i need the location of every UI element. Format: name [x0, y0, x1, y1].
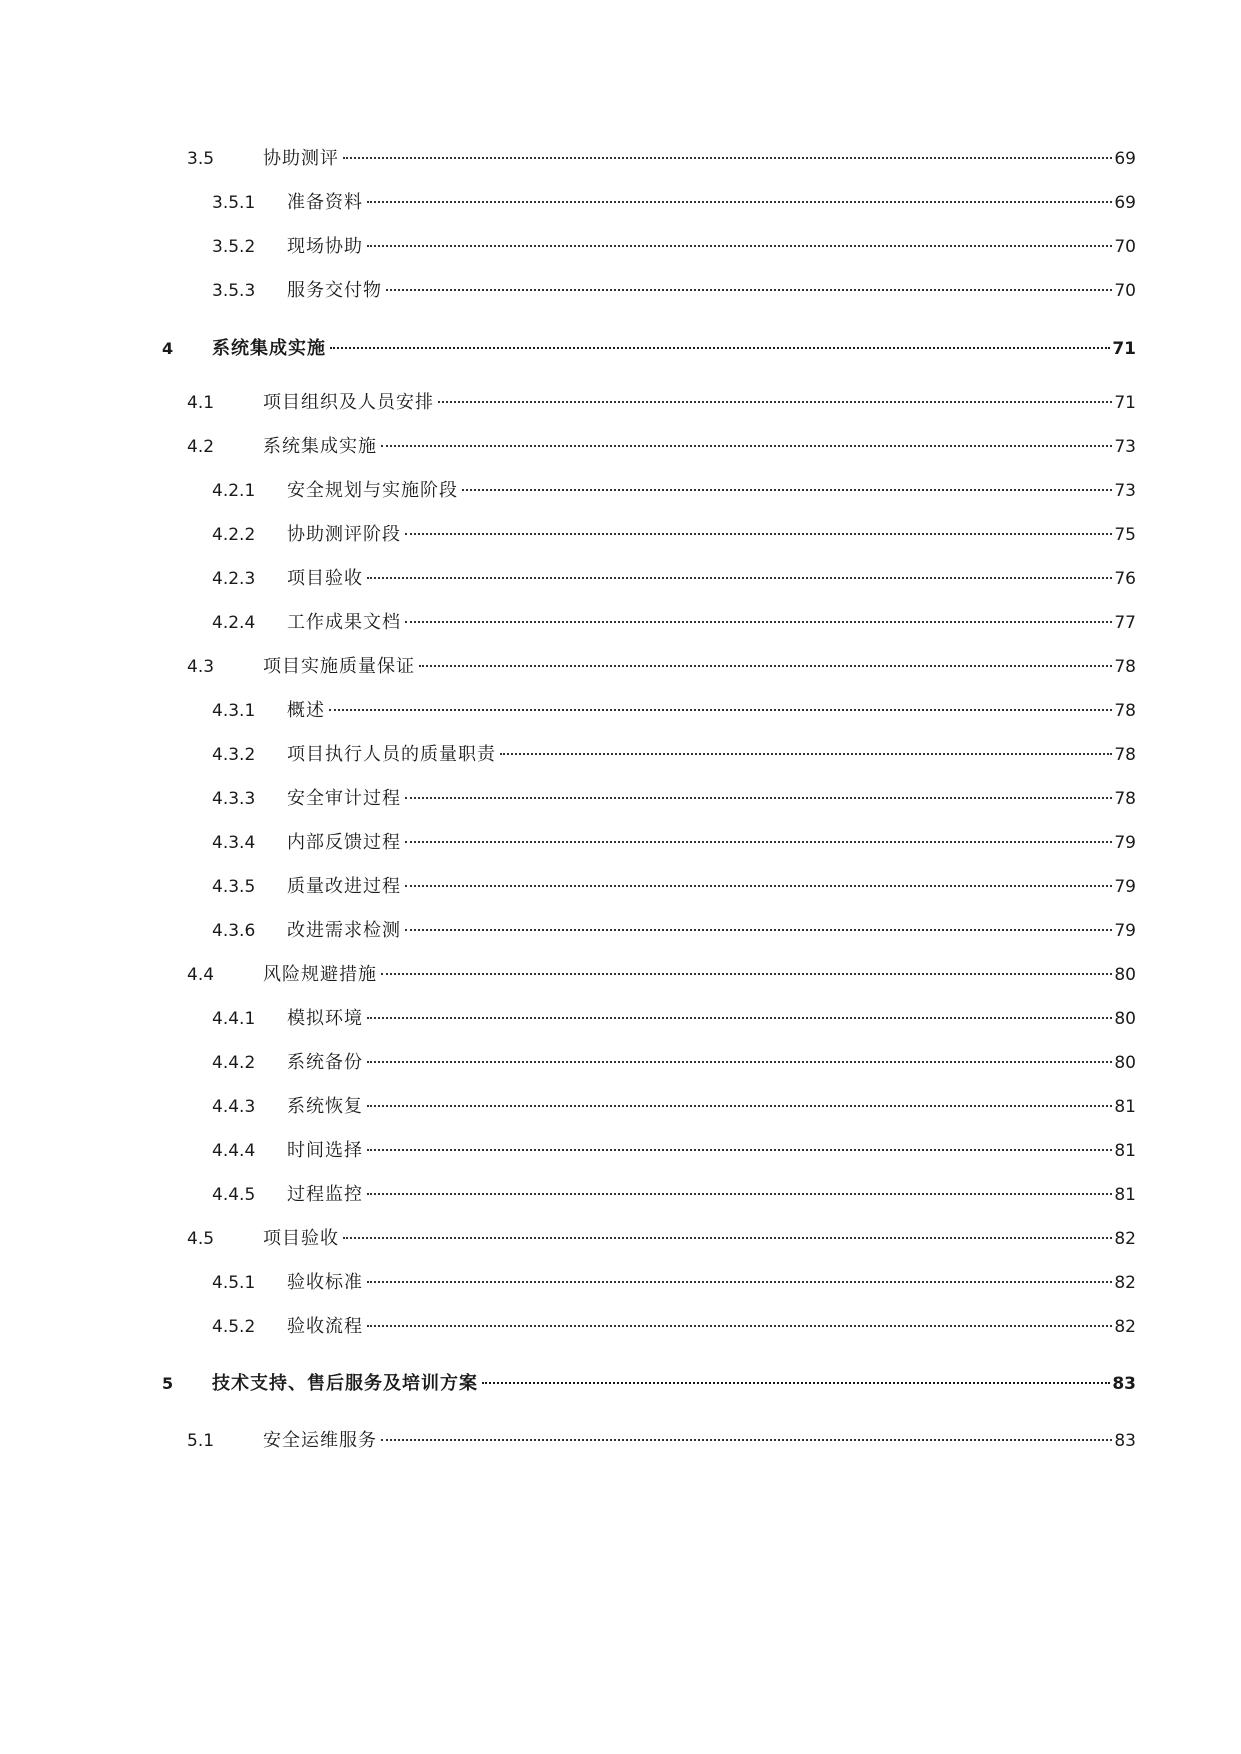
- toc-entry-line: [287, 872, 1136, 902]
- toc-entry-line: [287, 1180, 1136, 1210]
- toc-entry-line: [287, 520, 1136, 550]
- dot-leader: [500, 753, 1112, 755]
- toc-entry-title: 项目实施质量保证: [263, 656, 415, 677]
- toc-entry[interactable]: [0, 872, 1241, 902]
- dot-leader: [482, 1382, 1110, 1384]
- dot-leader: [367, 1017, 1112, 1019]
- toc-entry[interactable]: [0, 1136, 1241, 1166]
- dot-leader: [367, 1105, 1112, 1107]
- toc-entry-number: 4.5: [187, 1229, 215, 1249]
- toc-entry-title: 改进需求检测: [287, 920, 401, 941]
- toc-entry-title: 技术支持、售后服务及培训方案: [212, 1373, 478, 1394]
- toc-entry-line: [287, 1136, 1136, 1166]
- dot-leader: [381, 445, 1112, 447]
- toc-entry-number: 4.4.5: [212, 1185, 256, 1205]
- toc-entry-page-number: 78: [1114, 701, 1136, 721]
- dot-leader: [330, 347, 1110, 349]
- toc-entry-line: [287, 1312, 1136, 1342]
- toc-entry-title: 系统集成实施: [212, 338, 326, 359]
- toc-entry-line: [287, 828, 1136, 858]
- toc-entry[interactable]: [0, 188, 1241, 218]
- toc-entry-line: [287, 696, 1136, 726]
- toc-entry-page-number: 73: [1114, 437, 1136, 457]
- toc-entry-page-number: 80: [1114, 1053, 1136, 1073]
- toc-entry[interactable]: [0, 1369, 1241, 1399]
- dot-leader: [367, 1061, 1112, 1063]
- toc-entry-number: 4.2.3: [212, 569, 256, 589]
- toc-entry-title: 系统恢复: [287, 1096, 363, 1117]
- toc-entry-page-number: 71: [1112, 339, 1136, 359]
- toc-entry[interactable]: [0, 1048, 1241, 1078]
- dot-leader: [381, 1439, 1112, 1441]
- toc-entry-line: [287, 1004, 1136, 1034]
- toc-entry-line: [263, 1426, 1136, 1456]
- toc-entry-line: [263, 960, 1136, 990]
- dot-leader: [405, 929, 1112, 931]
- toc-entry-title: 系统集成实施: [263, 436, 377, 457]
- toc-entry-line: [287, 188, 1136, 218]
- toc-entry-title: 时间选择: [287, 1140, 363, 1161]
- toc-entry-number: 4.2: [187, 437, 215, 457]
- toc-entry-title: 模拟环境: [287, 1008, 363, 1029]
- toc-entry[interactable]: [0, 1426, 1241, 1456]
- toc-entry-line: [287, 740, 1136, 770]
- dot-leader: [343, 1237, 1112, 1239]
- toc-entry[interactable]: [0, 232, 1241, 262]
- toc-entry[interactable]: [0, 520, 1241, 550]
- toc-entry-line: [287, 1048, 1136, 1078]
- toc-entry-page-number: 81: [1114, 1141, 1136, 1161]
- toc-entry-page-number: 78: [1114, 657, 1136, 677]
- dot-leader: [367, 245, 1112, 247]
- toc-entry-title: 安全审计过程: [287, 788, 401, 809]
- toc-entry[interactable]: [0, 696, 1241, 726]
- toc-entry-title: 验收标准: [287, 1272, 363, 1293]
- toc-entry-page-number: 70: [1114, 237, 1136, 257]
- dot-leader: [419, 665, 1112, 667]
- toc-entry-line: [287, 608, 1136, 638]
- toc-entry[interactable]: [0, 740, 1241, 770]
- toc-entry-title: 协助测评阶段: [287, 524, 401, 545]
- toc-entry-title: 项目组织及人员安排: [263, 392, 434, 413]
- toc-entry-page-number: 76: [1114, 569, 1136, 589]
- toc-entry-number: 4.1: [187, 393, 215, 413]
- toc-entry-page-number: 77: [1114, 613, 1136, 633]
- dot-leader: [367, 1149, 1112, 1151]
- toc-entry-number: 5.1: [187, 1431, 215, 1451]
- toc-entry-number: 4.4: [187, 965, 215, 985]
- toc-entry-title: 风险规避措施: [263, 964, 377, 985]
- dot-leader: [367, 577, 1112, 579]
- toc-entry-number: 5: [162, 1374, 174, 1393]
- toc-entry-number: 4.2.4: [212, 613, 256, 633]
- toc-entry[interactable]: [0, 432, 1241, 462]
- toc-entry-number: 3.5.3: [212, 281, 256, 301]
- toc-entry-page-number: 80: [1114, 1009, 1136, 1029]
- toc-entry[interactable]: [0, 960, 1241, 990]
- dot-leader: [405, 885, 1112, 887]
- toc-entry-number: 3.5.2: [212, 237, 256, 257]
- toc-entry-page-number: 82: [1114, 1317, 1136, 1337]
- toc-entry-line: [287, 476, 1136, 506]
- dot-leader: [438, 401, 1112, 403]
- toc-entry-title: 现场协助: [287, 236, 363, 257]
- toc-entry-page-number: 79: [1114, 833, 1136, 853]
- toc-entry-line: [287, 232, 1136, 262]
- toc-entry-line: [287, 564, 1136, 594]
- dot-leader: [343, 157, 1112, 159]
- toc-entry[interactable]: [0, 388, 1241, 418]
- toc-entry[interactable]: [0, 1004, 1241, 1034]
- toc-entry[interactable]: [0, 784, 1241, 814]
- toc-entry-page-number: 81: [1114, 1097, 1136, 1117]
- toc-entry-number: 4.5.1: [212, 1273, 256, 1293]
- toc-entry[interactable]: [0, 276, 1241, 306]
- toc-entry[interactable]: [0, 334, 1241, 364]
- toc-entry-page-number: 78: [1114, 789, 1136, 809]
- toc-entry-title: 安全运维服务: [263, 1430, 377, 1451]
- toc-entry[interactable]: [0, 564, 1241, 594]
- toc-entry-title: 概述: [287, 700, 325, 721]
- toc-entry-line: [263, 432, 1136, 462]
- toc-entry[interactable]: [0, 1092, 1241, 1122]
- toc-entry-line: [263, 144, 1136, 174]
- toc-entry-page-number: 81: [1114, 1185, 1136, 1205]
- toc-entry-number: 3.5.1: [212, 193, 256, 213]
- dot-leader: [329, 709, 1112, 711]
- dot-leader: [367, 1325, 1112, 1327]
- toc-entry-title: 系统备份: [287, 1052, 363, 1073]
- toc-entry-number: 3.5: [187, 149, 215, 169]
- toc-entry-number: 4.3.1: [212, 701, 256, 721]
- toc-entry-number: 4.3.6: [212, 921, 256, 941]
- toc-entry-number: 4.4.2: [212, 1053, 256, 1073]
- toc-entry-page-number: 80: [1114, 965, 1136, 985]
- toc-entry[interactable]: [0, 652, 1241, 682]
- toc-entry-number: 4.3.3: [212, 789, 256, 809]
- toc-entry-page-number: 75: [1114, 525, 1136, 545]
- toc-entry-page-number: 70: [1114, 281, 1136, 301]
- toc-entry-title: 质量改进过程: [287, 876, 401, 897]
- toc-entry-title: 项目验收: [263, 1228, 339, 1249]
- toc-entry[interactable]: [0, 1268, 1241, 1298]
- toc-entry-number: 4.5.2: [212, 1317, 256, 1337]
- toc-entry-page-number: 78: [1114, 745, 1136, 765]
- toc-entry-page-number: 69: [1114, 193, 1136, 213]
- dot-leader: [367, 1281, 1112, 1283]
- toc-entry-number: 4: [162, 339, 174, 358]
- toc-entry-number: 4.3.4: [212, 833, 256, 853]
- toc-entry-number: 4.4.4: [212, 1141, 256, 1161]
- toc-entry-title: 准备资料: [287, 192, 363, 213]
- toc-entry[interactable]: [0, 828, 1241, 858]
- toc-entry-title: 工作成果文档: [287, 612, 401, 633]
- toc-entry-page-number: 82: [1114, 1273, 1136, 1293]
- toc-entry-page-number: 83: [1114, 1431, 1136, 1451]
- toc-entry[interactable]: [0, 1224, 1241, 1254]
- toc-entry-line: [287, 276, 1136, 306]
- toc-entry-page-number: 83: [1112, 1374, 1136, 1394]
- toc-entry[interactable]: [0, 476, 1241, 506]
- dot-leader: [367, 201, 1112, 203]
- dot-leader: [405, 533, 1112, 535]
- toc-entry-page-number: 69: [1114, 149, 1136, 169]
- toc-entry-page-number: 71: [1114, 393, 1136, 413]
- toc-entry-line: [263, 1224, 1136, 1254]
- toc-entry[interactable]: [0, 144, 1241, 174]
- toc-entry-line: [287, 1092, 1136, 1122]
- toc-entry-number: 4.3.5: [212, 877, 256, 897]
- toc-entry-title: 项目执行人员的质量职责: [287, 744, 496, 765]
- toc-entry-title: 过程监控: [287, 1184, 363, 1205]
- toc-entry-title: 内部反馈过程: [287, 832, 401, 853]
- dot-leader: [405, 621, 1112, 623]
- toc-entry[interactable]: [0, 1312, 1241, 1342]
- toc-entry-line: [212, 334, 1136, 364]
- toc-entry-number: 4.2.1: [212, 481, 256, 501]
- toc-entry-line: [263, 388, 1136, 418]
- dot-leader: [381, 973, 1112, 975]
- toc-entry[interactable]: [0, 1180, 1241, 1210]
- toc-entry-number: 4.2.2: [212, 525, 256, 545]
- dot-leader: [405, 841, 1112, 843]
- toc-entry-title: 安全规划与实施阶段: [287, 480, 458, 501]
- toc-entry-line: [287, 916, 1136, 946]
- toc-entry-line: [287, 784, 1136, 814]
- dot-leader: [367, 1193, 1112, 1195]
- dot-leader: [462, 489, 1112, 491]
- toc-entry-title: 协助测评: [263, 148, 339, 169]
- toc-entry[interactable]: [0, 608, 1241, 638]
- toc-entry-number: 4.4.3: [212, 1097, 256, 1117]
- toc-entry-line: [263, 652, 1136, 682]
- toc-entry[interactable]: [0, 916, 1241, 946]
- toc-entry-number: 4.3: [187, 657, 215, 677]
- toc-entry-page-number: 73: [1114, 481, 1136, 501]
- toc-entry-page-number: 79: [1114, 921, 1136, 941]
- toc-entry-title: 服务交付物: [287, 280, 382, 301]
- toc-entry-number: 4.4.1: [212, 1009, 256, 1029]
- toc-entry-line: [287, 1268, 1136, 1298]
- toc-entry-title: 项目验收: [287, 568, 363, 589]
- toc-entry-page-number: 79: [1114, 877, 1136, 897]
- dot-leader: [386, 289, 1112, 291]
- toc-entry-number: 4.3.2: [212, 745, 256, 765]
- toc-entry-line: [212, 1369, 1136, 1399]
- dot-leader: [405, 797, 1112, 799]
- toc-entry-title: 验收流程: [287, 1316, 363, 1337]
- toc-entry-page-number: 82: [1114, 1229, 1136, 1249]
